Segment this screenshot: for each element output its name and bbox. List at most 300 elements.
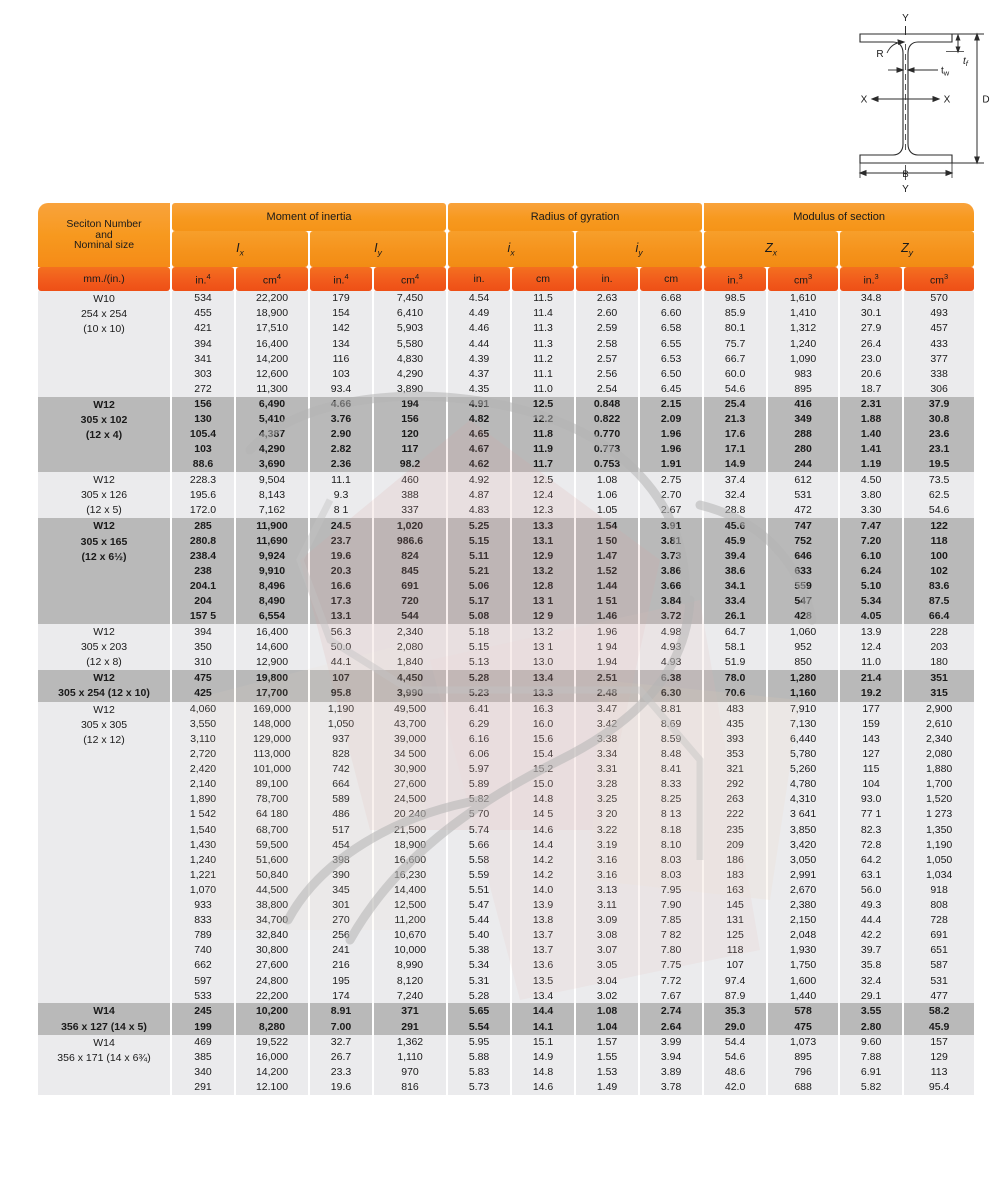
cell: 469 [172, 1035, 234, 1050]
cell: 1,070 [172, 883, 234, 898]
cell: 64.2 [840, 852, 902, 867]
cell: 477 [904, 988, 974, 1003]
cell: 42.0 [704, 1080, 766, 1095]
cell: 12.5 [512, 397, 574, 412]
cell: 1,430 [172, 837, 234, 852]
cell: 421 [172, 321, 234, 336]
cell: 58.1 [704, 639, 766, 654]
cell: 98.2 [374, 457, 446, 472]
cell: 143 [840, 732, 902, 747]
cell: 2.82 [310, 442, 372, 457]
cell: 13.6 [512, 958, 574, 973]
cell: 73.5 [904, 472, 974, 487]
unit-header-4: in. [448, 267, 510, 291]
cell: 19.2 [840, 686, 902, 702]
cell: 4.83 [448, 503, 510, 518]
cell: 416 [768, 397, 838, 412]
cell: 3.55 [840, 1003, 902, 1019]
cell: 3.05 [576, 958, 638, 973]
table-row [38, 988, 974, 1003]
cell: 0.848 [576, 397, 638, 412]
cell: 85.9 [704, 306, 766, 321]
cell: 30.1 [840, 306, 902, 321]
cell: 23.7 [310, 534, 372, 549]
cell: 0.753 [576, 457, 638, 472]
cell: 3,110 [172, 732, 234, 747]
table-row [38, 321, 974, 336]
table-row [38, 594, 974, 609]
section-label [38, 702, 170, 1004]
cell: 8,143 [236, 488, 308, 503]
cell: 7 82 [640, 928, 702, 943]
cell: 1,410 [768, 306, 838, 321]
cell: 17,700 [236, 686, 308, 702]
cell: 933 [172, 898, 234, 913]
cell: 244 [768, 457, 838, 472]
cell: 3.16 [576, 868, 638, 883]
cell: 6.91 [840, 1065, 902, 1080]
cell: 3,690 [236, 457, 308, 472]
section-label [38, 670, 170, 701]
cell: 11,200 [374, 913, 446, 928]
cell: 105.4 [172, 427, 234, 442]
cell: 5.06 [448, 579, 510, 594]
cell: 1 51 [576, 594, 638, 609]
cell: 828 [310, 747, 372, 762]
cell: 2.57 [576, 351, 638, 366]
table-row [38, 639, 974, 654]
cell: 454 [310, 837, 372, 852]
cell: 23.1 [904, 442, 974, 457]
cell: 1.54 [576, 518, 638, 533]
cell: 23.0 [840, 351, 902, 366]
table-row [38, 1003, 974, 1019]
cell: 1,840 [374, 655, 446, 670]
cell: 691 [904, 928, 974, 943]
cell: 2.48 [576, 686, 638, 702]
cell: 2.56 [576, 366, 638, 381]
cell: 720 [374, 594, 446, 609]
cell: 12,600 [236, 366, 308, 381]
cell: 54.6 [704, 1050, 766, 1065]
cell: 8.69 [640, 717, 702, 732]
cell: 11.4 [512, 306, 574, 321]
cell: 43,700 [374, 717, 446, 732]
cell: 824 [374, 549, 446, 564]
cell: 5,903 [374, 321, 446, 336]
table-row [38, 732, 974, 747]
cell: 33.4 [704, 594, 766, 609]
cell: 14.0 [512, 883, 574, 898]
cell: 475 [768, 1019, 838, 1035]
cell: 27,600 [374, 777, 446, 792]
cell: 28.8 [704, 503, 766, 518]
cell: 3.16 [576, 852, 638, 867]
cell: 4.65 [448, 427, 510, 442]
cell: 1,880 [904, 762, 974, 777]
cell: 11.0 [512, 382, 574, 397]
cell: 742 [310, 762, 372, 777]
cell: 68,700 [236, 822, 308, 837]
cell: 3.08 [576, 928, 638, 943]
unit-header-5: cm [512, 267, 574, 291]
cell: 20.3 [310, 564, 372, 579]
cell: 14.8 [512, 1065, 574, 1080]
cell: 32.4 [840, 973, 902, 988]
cell: 195.6 [172, 488, 234, 503]
cell: 113,000 [236, 747, 308, 762]
cell: 51,600 [236, 852, 308, 867]
cell: 5.18 [448, 624, 510, 639]
cell: 533 [172, 988, 234, 1003]
cell: 1.94 [576, 655, 638, 670]
cell: 17.6 [704, 427, 766, 442]
cell: 11.0 [840, 655, 902, 670]
cell: 20.6 [840, 366, 902, 381]
cell: 7,130 [768, 717, 838, 732]
cell: 2.59 [576, 321, 638, 336]
cell: 321 [704, 762, 766, 777]
cell: 14,400 [374, 883, 446, 898]
table-row [38, 852, 974, 867]
cell: 18,900 [236, 306, 308, 321]
cell: 547 [768, 594, 838, 609]
cell: 45.6 [704, 518, 766, 533]
section-label [38, 291, 170, 397]
cell: 115 [840, 762, 902, 777]
cell: 87.5 [904, 594, 974, 609]
cell: 8,120 [374, 973, 446, 988]
cell: 102 [904, 564, 974, 579]
table-row [38, 1065, 974, 1080]
cell: 59,500 [236, 837, 308, 852]
table-row [38, 913, 974, 928]
unit-header-0: in.$^4$ [172, 267, 234, 291]
cell: 4.91 [448, 397, 510, 412]
cell: 752 [768, 534, 838, 549]
table-row [38, 822, 974, 837]
cell: 747 [768, 518, 838, 533]
cell: 310 [172, 655, 234, 670]
cell: 728 [904, 913, 974, 928]
cell: 21.4 [840, 670, 902, 686]
cell: 5.13 [448, 655, 510, 670]
cell: 5.73 [448, 1080, 510, 1095]
cell: 12 9 [512, 609, 574, 624]
cell: 350 [172, 639, 234, 654]
cell: 6,490 [236, 397, 308, 412]
cell: 3.84 [640, 594, 702, 609]
table-row [38, 1050, 974, 1065]
cell: 280.8 [172, 534, 234, 549]
cell: 4.39 [448, 351, 510, 366]
cell: 7,240 [374, 988, 446, 1003]
cell: 34.8 [840, 291, 902, 306]
cell: 303 [172, 366, 234, 381]
cell: 5,260 [768, 762, 838, 777]
cell: 2.74 [640, 1003, 702, 1019]
table-row [38, 928, 974, 943]
cell: 3.76 [310, 412, 372, 427]
cell: 51.9 [704, 655, 766, 670]
cell: 107 [704, 958, 766, 973]
cell: 16,400 [236, 624, 308, 639]
cell: 377 [904, 351, 974, 366]
cell: 4.93 [640, 639, 702, 654]
cell: 13.4 [512, 670, 574, 686]
cell: 8,990 [374, 958, 446, 973]
cell: 1,700 [904, 777, 974, 792]
cell: 5.28 [448, 670, 510, 686]
cell: 17.3 [310, 594, 372, 609]
cell: 117 [374, 442, 446, 457]
cell: 35.8 [840, 958, 902, 973]
cell: 13.3 [512, 686, 574, 702]
cell: 6,410 [374, 306, 446, 321]
cell: 9,910 [236, 564, 308, 579]
beam-label-y-top: Y [902, 13, 909, 24]
cell: 179 [310, 291, 372, 306]
cell: 7.20 [840, 534, 902, 549]
cell: 475 [172, 670, 234, 686]
cell: 6.58 [640, 321, 702, 336]
cell: 16.3 [512, 702, 574, 717]
cell: 8 13 [640, 807, 702, 822]
cell: 130 [172, 412, 234, 427]
cell: 30,900 [374, 762, 446, 777]
subheader-ix: $i_x$ [448, 231, 574, 267]
cell: 662 [172, 958, 234, 973]
cell: 850 [768, 655, 838, 670]
cell: 48.6 [704, 1065, 766, 1080]
cell: 390 [310, 868, 372, 883]
cell: 64.7 [704, 624, 766, 639]
table-header [38, 203, 974, 291]
cell: 103 [172, 442, 234, 457]
cell: 19,800 [236, 670, 308, 686]
cell: 98.5 [704, 291, 766, 306]
steel-section-properties-table [36, 203, 968, 1095]
section-label-line: W12 [93, 672, 115, 685]
cell: 3.07 [576, 943, 638, 958]
cell: 14.4 [512, 837, 574, 852]
cell: 14.2 [512, 852, 574, 867]
header-row-units [38, 267, 974, 291]
cell: 338 [904, 366, 974, 381]
cell: 37.4 [704, 472, 766, 487]
table-row [38, 717, 974, 732]
cell: 833 [172, 913, 234, 928]
cell: 3.99 [640, 1035, 702, 1050]
cell: 394 [172, 336, 234, 351]
cell: 4,830 [374, 351, 446, 366]
cell: 2,720 [172, 747, 234, 762]
table-row [38, 306, 974, 321]
cell: 5.08 [448, 609, 510, 624]
section-label-line: W12 [93, 398, 115, 411]
cell: 23.6 [904, 427, 974, 442]
cell: 9,924 [236, 549, 308, 564]
cell: 2,900 [904, 702, 974, 717]
cell: 337 [374, 503, 446, 518]
cell: 82.3 [840, 822, 902, 837]
cell: 1.53 [576, 1065, 638, 1080]
cell: 89,100 [236, 777, 308, 792]
cell: 39,000 [374, 732, 446, 747]
cell: 11.1 [512, 366, 574, 381]
cell: 4.92 [448, 472, 510, 487]
cell: 5.34 [840, 594, 902, 609]
cell: 122 [904, 518, 974, 533]
table-row [38, 958, 974, 973]
cell: 651 [904, 943, 974, 958]
cell: 816 [374, 1080, 446, 1095]
cell: 4.50 [840, 472, 902, 487]
cell: 5 70 [448, 807, 510, 822]
cell: 1.04 [576, 1019, 638, 1035]
cell: 263 [704, 792, 766, 807]
unit-header-nominal-size: mm./(in.) [38, 267, 170, 291]
cell: 3.11 [576, 898, 638, 913]
cell: 0.822 [576, 412, 638, 427]
section-label-line: 356 x 127 (14 x 5) [61, 1020, 147, 1033]
cell: 107 [310, 670, 372, 686]
cell: 2,340 [904, 732, 974, 747]
table-row [38, 686, 974, 702]
cell: 49.3 [840, 898, 902, 913]
cell: 88.6 [172, 457, 234, 472]
cell: 14.9 [512, 1050, 574, 1065]
cell: 78.0 [704, 670, 766, 686]
cell: 238.4 [172, 549, 234, 564]
corner-header-line1: Seciton Number [66, 218, 142, 231]
cell: 63.1 [840, 868, 902, 883]
section-label-line: W12 [93, 520, 115, 533]
cell: 203 [904, 639, 974, 654]
cell: 457 [904, 321, 974, 336]
cell: 2,080 [374, 639, 446, 654]
cell: 241 [310, 943, 372, 958]
subheader-Zy: $Z_y$ [840, 231, 974, 267]
cell: 5.58 [448, 852, 510, 867]
cell: 2.80 [840, 1019, 902, 1035]
section-label-line: 305 x 203 [80, 641, 128, 654]
table-row [38, 442, 974, 457]
cell: 14.4 [512, 1003, 574, 1019]
cell: 183 [704, 868, 766, 883]
table-row [38, 609, 974, 624]
group-header-radius-of-gyration: Radius of gyration [448, 203, 702, 231]
table-row [38, 898, 974, 913]
cell: 3.02 [576, 988, 638, 1003]
group-header-moment-of-inertia: Moment of inertia [172, 203, 446, 231]
cell: 5.17 [448, 594, 510, 609]
cell: 2.75 [640, 472, 702, 487]
cell: 340 [172, 1065, 234, 1080]
cell: 1.57 [576, 1035, 638, 1050]
cell: 4.49 [448, 306, 510, 321]
cell: 3,990 [374, 686, 446, 702]
cell: 3.28 [576, 777, 638, 792]
cell: 11,300 [236, 382, 308, 397]
section-label-line: 305 x 305 [80, 718, 128, 731]
cell: 597 [172, 973, 234, 988]
cell: 4.37 [448, 366, 510, 381]
cell: 66.4 [904, 609, 974, 624]
cell: 435 [704, 717, 766, 732]
cell: 12.3 [512, 503, 574, 518]
cell: 5.28 [448, 988, 510, 1003]
corner-header-cell [38, 203, 170, 267]
cell: 26.4 [840, 336, 902, 351]
cell: 4,387 [236, 427, 308, 442]
cell: 10,200 [236, 1003, 308, 1019]
cell: 3,890 [374, 382, 446, 397]
cell: 12.4 [840, 639, 902, 654]
cell: 3.86 [640, 564, 702, 579]
table-row [38, 837, 974, 852]
cell: 9.3 [310, 488, 372, 503]
cell: 1.91 [640, 457, 702, 472]
section-label [38, 518, 170, 624]
cell: 14.6 [512, 822, 574, 837]
cell: 371 [374, 1003, 446, 1019]
cell: 14,200 [236, 351, 308, 366]
cell: 428 [768, 609, 838, 624]
section-label-line: 305 x 165 [80, 535, 128, 548]
cell: 952 [768, 639, 838, 654]
cell: 292 [704, 777, 766, 792]
cell: 222 [704, 807, 766, 822]
cell: 34,700 [236, 913, 308, 928]
cell: 15.1 [512, 1035, 574, 1050]
cell: 13.4 [512, 988, 574, 1003]
cell: 6.53 [640, 351, 702, 366]
cell: 3.19 [576, 837, 638, 852]
cell: 2.70 [640, 488, 702, 503]
cell: 2.64 [640, 1019, 702, 1035]
cell: 1,090 [768, 351, 838, 366]
section-label-line: (12 x 5) [86, 504, 122, 517]
beam-label-tw: $t_w$ [941, 65, 950, 78]
cell: 986.6 [374, 534, 446, 549]
cell: 1,750 [768, 958, 838, 973]
cell: 4.66 [310, 397, 372, 412]
cell: 12.100 [236, 1080, 308, 1095]
cell: 433 [904, 336, 974, 351]
beam-label-x-left: X [860, 94, 868, 106]
spec-table [36, 203, 976, 1095]
table-row [38, 670, 974, 686]
cell: 32.7 [310, 1035, 372, 1050]
cell: 531 [768, 488, 838, 503]
cell: 5.82 [448, 792, 510, 807]
section-label-line: W14 [93, 1005, 115, 1018]
cell: 288 [768, 427, 838, 442]
cell: 180 [904, 655, 974, 670]
cell: 353 [704, 747, 766, 762]
cell: 1.49 [576, 1080, 638, 1095]
section-label [38, 1003, 170, 1034]
cell: 2.67 [640, 503, 702, 518]
cell: 11,690 [236, 534, 308, 549]
cell: 3.25 [576, 792, 638, 807]
cell: 789 [172, 928, 234, 943]
cell: 559 [768, 579, 838, 594]
cell: 11.8 [512, 427, 574, 442]
cell: 156 [172, 397, 234, 412]
cell: 169,000 [236, 702, 308, 717]
